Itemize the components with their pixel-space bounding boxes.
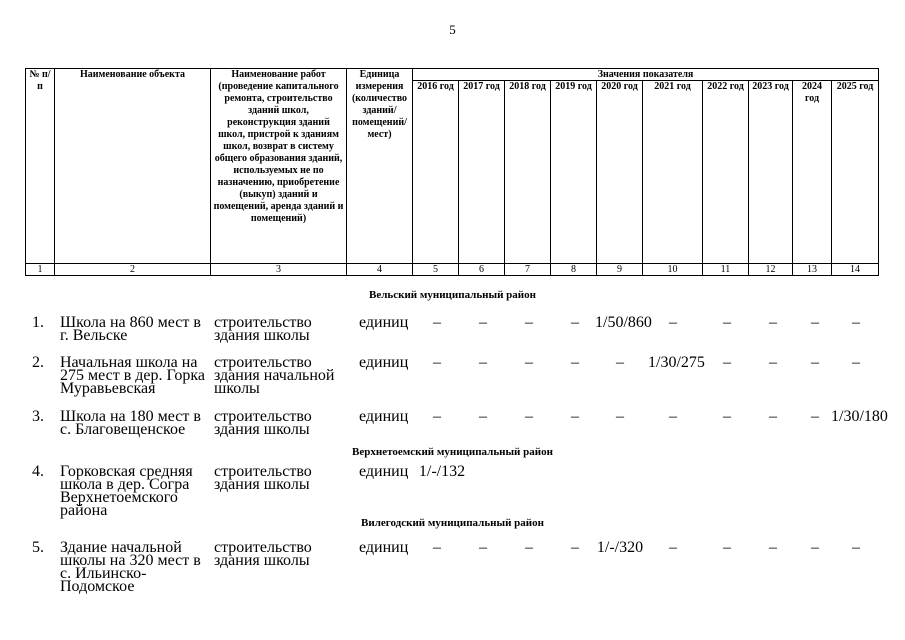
- indicator-value: 1/-/132: [418, 463, 466, 480]
- indicator-value: –: [769, 314, 777, 331]
- indicator-value: –: [723, 408, 731, 425]
- indicator-value: –: [769, 408, 777, 425]
- indicator-value: –: [616, 408, 624, 425]
- row-number: 5.: [32, 539, 44, 556]
- indicator-value: –: [811, 354, 819, 371]
- indicator-value: –: [571, 539, 579, 556]
- row-number: 2.: [32, 354, 44, 371]
- indicator-value: 1/30/180: [831, 408, 888, 425]
- column-number: 14: [832, 264, 879, 276]
- object-name: Школа на 180 мест в с. Благовещенское: [60, 408, 201, 438]
- work-type: строительство здания школы: [214, 463, 312, 493]
- indicator-value: –: [852, 314, 860, 331]
- header-year: 2025 год: [832, 81, 879, 264]
- row-number: 1.: [32, 314, 44, 331]
- indicator-value: –: [723, 539, 731, 556]
- indicator-value: 1/50/860: [595, 314, 652, 331]
- header-col-unit: Единица измерения (количество зданий/ помещений/ мест): [347, 69, 413, 264]
- indicator-value: –: [769, 539, 777, 556]
- column-number: 6: [459, 264, 505, 276]
- indicator-value: 1/30/275: [648, 354, 705, 371]
- header-year: 2017 год: [459, 81, 505, 264]
- object-name: Горковская средняя школа в дер. Согра Верхнетоемского района: [60, 463, 193, 519]
- header-year: 2020 год: [597, 81, 643, 264]
- indicator-value: 1/-/320: [596, 539, 644, 556]
- indicator-value: –: [433, 539, 441, 556]
- header-year: 2023 год: [749, 81, 793, 264]
- indicator-value: –: [669, 539, 677, 556]
- indicator-value: –: [433, 408, 441, 425]
- unit: единиц: [359, 354, 409, 371]
- indicator-value: –: [525, 354, 533, 371]
- indicator-value: –: [669, 314, 677, 331]
- indicator-value: –: [852, 354, 860, 371]
- indicator-value: –: [525, 408, 533, 425]
- column-number: 7: [505, 264, 551, 276]
- work-type: строительство здания школы: [214, 314, 312, 344]
- page-number: 5: [449, 22, 456, 37]
- indicator-value: –: [669, 408, 677, 425]
- column-number: 10: [643, 264, 703, 276]
- header-year: 2024 год: [793, 81, 832, 264]
- section-title: Верхнетоемский муниципальный район: [352, 446, 553, 458]
- column-number: 5: [413, 264, 459, 276]
- row-number: 4.: [32, 463, 44, 480]
- unit: единиц: [359, 539, 409, 556]
- unit: единиц: [359, 408, 409, 425]
- indicator-value: –: [525, 539, 533, 556]
- indicator-value: –: [479, 539, 487, 556]
- unit: единиц: [359, 463, 409, 480]
- column-number: 12: [749, 264, 793, 276]
- indicator-value: –: [723, 354, 731, 371]
- indicator-value: –: [811, 539, 819, 556]
- work-type: строительство здания начальной школы: [214, 354, 335, 397]
- header-year: 2019 год: [551, 81, 597, 264]
- indicator-value: –: [811, 314, 819, 331]
- section-title: Вельский муниципальный район: [369, 289, 536, 301]
- unit: единиц: [359, 314, 409, 331]
- indicator-value: –: [479, 314, 487, 331]
- column-number: 13: [793, 264, 832, 276]
- header-year: 2022 год: [703, 81, 749, 264]
- indicator-value: –: [479, 354, 487, 371]
- header-col-work: Наименование работ (проведение капитального ремонта, строительство зданий школ, реконструкция зданий школ, пристрой к зданиям школ, возврат в систему общего образования зданий, используемых не по назначению, приобретение (выкуп) зданий и помещений, аренда зданий и помещений): [211, 69, 347, 264]
- work-type: строительство здания школы: [214, 539, 312, 569]
- indicator-value: –: [525, 314, 533, 331]
- column-number: 3: [211, 264, 347, 276]
- header-col-name: Наименование объекта: [55, 69, 211, 264]
- indicator-value: –: [571, 314, 579, 331]
- header-col-values: Значения показателя: [413, 69, 879, 81]
- column-number: 8: [551, 264, 597, 276]
- indicator-value: –: [811, 408, 819, 425]
- object-name: Школа на 860 мест в г. Вельске: [60, 314, 201, 344]
- column-number: 2: [55, 264, 211, 276]
- indicator-value: –: [433, 314, 441, 331]
- column-number: 9: [597, 264, 643, 276]
- row-number: 3.: [32, 408, 44, 425]
- indicator-value: –: [723, 314, 731, 331]
- column-number: 4: [347, 264, 413, 276]
- work-type: строительство здания школы: [214, 408, 312, 438]
- column-number: 1: [26, 264, 55, 276]
- column-number: 11: [703, 264, 749, 276]
- header-col-no: № п/п: [26, 69, 55, 264]
- indicator-value: –: [616, 354, 624, 371]
- indicator-value: –: [433, 354, 441, 371]
- indicator-value: –: [479, 408, 487, 425]
- header-year: 2016 год: [413, 81, 459, 264]
- indicator-value: –: [769, 354, 777, 371]
- indicator-value: –: [571, 408, 579, 425]
- indicator-value: –: [852, 539, 860, 556]
- header-year: 2018 год: [505, 81, 551, 264]
- header-year: 2021 год: [643, 81, 703, 264]
- indicator-value: –: [571, 354, 579, 371]
- section-title: Вилегодский муниципальный район: [361, 517, 544, 529]
- object-name: Начальная школа на 275 мест в дер. Горка Муравьевская: [60, 354, 205, 397]
- indicator-table-header: [25, 68, 879, 276]
- object-name: Здание начальной школы на 320 мест в с. Ильинско-Подомское: [60, 539, 201, 595]
